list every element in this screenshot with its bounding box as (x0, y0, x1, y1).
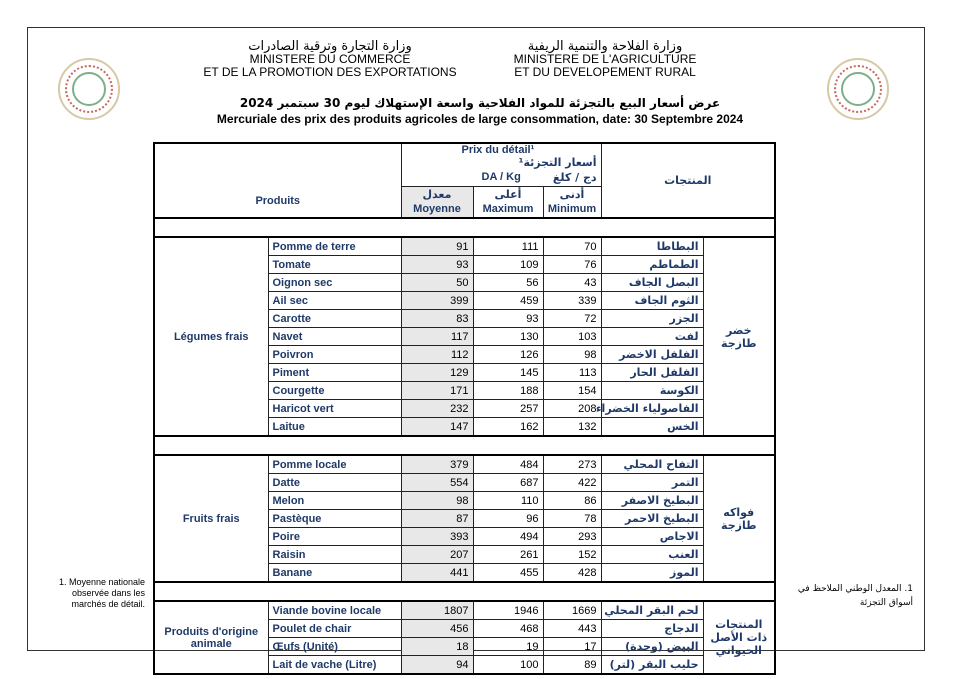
minimum-value: 273 (543, 455, 601, 474)
moyenne-value: 441 (401, 564, 473, 583)
agriculture-ministry-seal-icon (827, 58, 889, 120)
moyenne-fr: Moyenne (413, 203, 461, 215)
maximum-value: 96 (473, 510, 543, 528)
product-name-fr: Laitue (268, 418, 401, 437)
minimum-value: 17 (543, 638, 601, 656)
maximum-value: 484 (473, 455, 543, 474)
product-name-fr: Datte (268, 474, 401, 492)
minimum-value: 76 (543, 256, 601, 274)
minimum-value: 70 (543, 237, 601, 256)
moyenne-value: 94 (401, 656, 473, 675)
minimum-value: 208 (543, 400, 601, 418)
minimum-ar: أدنى (559, 188, 585, 201)
category-separator (154, 218, 775, 237)
product-name-fr: Banane (268, 564, 401, 583)
maximum-value: 109 (473, 256, 543, 274)
product-name-ar: الفاصولياء الخضراء (601, 400, 703, 418)
maximum-ar: أعلى (494, 188, 522, 201)
maximum-value: 93 (473, 310, 543, 328)
table-row (154, 601, 775, 620)
product-name-fr: Courgette (268, 382, 401, 400)
moyenne-value: 129 (401, 364, 473, 382)
moyenne-value: 1807 (401, 601, 473, 620)
product-name-fr: Navet (268, 328, 401, 346)
minimum-value: 43 (543, 274, 601, 292)
minimum-value: 339 (543, 292, 601, 310)
agriculture-ministry-header (495, 40, 715, 79)
moyenne-value: 171 (401, 382, 473, 400)
product-name-fr: Œufs (Unité) (268, 638, 401, 656)
moyenne-value: 379 (401, 455, 473, 474)
produits-ar-header: المنتجات (601, 143, 775, 218)
moyenne-value: 91 (401, 237, 473, 256)
minimum-value: 132 (543, 418, 601, 437)
moyenne-value: 207 (401, 546, 473, 564)
product-name-fr: Poivron (268, 346, 401, 364)
product-name-ar: الجزر (601, 310, 703, 328)
minimum-fr: Minimum (547, 203, 597, 215)
product-name-ar: الفلفل الحار (601, 364, 703, 382)
moyenne-value: 112 (401, 346, 473, 364)
maximum-value: 468 (473, 620, 543, 638)
product-name-ar: الخس (601, 418, 703, 437)
category-label-ar: فواكه طازجة (703, 455, 775, 582)
moyenne-value: 18 (401, 638, 473, 656)
category-label-ar: خضر طازجة (703, 237, 775, 436)
product-name-fr: Pastèque (268, 510, 401, 528)
maximum-value: 130 (473, 328, 543, 346)
minimum-value: 86 (543, 492, 601, 510)
product-name-ar: الطماطم (601, 256, 703, 274)
maximum-value: 126 (473, 346, 543, 364)
product-name-ar: البصل الجاف (601, 274, 703, 292)
category-separator (154, 582, 775, 601)
maximum-value: 110 (473, 492, 543, 510)
minimum-value: 98 (543, 346, 601, 364)
product-name-fr: Poire (268, 528, 401, 546)
separator-cell (154, 436, 775, 455)
product-name-fr: Pomme de terre (268, 237, 401, 256)
product-name-ar: البطيخ الاحمر (601, 510, 703, 528)
minimum-value: 1669 (543, 601, 601, 620)
prix-ar-label: أسعار التجزئة¹ (518, 156, 597, 169)
minimum-value: 89 (543, 656, 601, 675)
minimum-value: 293 (543, 528, 601, 546)
commerce-ministry-header (200, 40, 460, 79)
product-name-ar: البطيخ الاصفر (601, 492, 703, 510)
minimum-value: 422 (543, 474, 601, 492)
maximum-value: 56 (473, 274, 543, 292)
maximum-value: 19 (473, 638, 543, 656)
document-title-ar: عرض أسعار البيع بالتجزئة للمواد الفلاحية واسعة الإستهلاك ليوم 30 سبتمبر 2024 (239, 96, 721, 110)
maximum-value: 162 (473, 418, 543, 437)
minimum-header (543, 187, 601, 219)
footnote-ar: 1. المعدل الوطني الملاحظ في أسواق التجزئة (797, 584, 913, 608)
product-name-fr: Ail sec (268, 292, 401, 310)
unit-fr-label: DA / Kg (481, 171, 521, 183)
product-name-fr: Haricot vert (268, 400, 401, 418)
product-name-ar: التمر (601, 474, 703, 492)
maximum-value: 188 (473, 382, 543, 400)
prix-fr-header (401, 143, 601, 169)
product-name-fr: Viande bovine locale (268, 601, 401, 620)
moyenne-value: 147 (401, 418, 473, 437)
table-row (154, 455, 775, 474)
product-name-ar: البيض (وحدة) (601, 638, 703, 656)
moyenne-header (401, 187, 473, 219)
agriculture-ministry-fr-1: MINISTERE DE L'AGRICULTURE (513, 52, 697, 66)
moyenne-value: 393 (401, 528, 473, 546)
unit-ar-label: دج / كلغ (552, 171, 597, 184)
prix-fr-label: Prix du détail¹ (461, 144, 535, 156)
produits-fr-header: Produits (154, 143, 401, 218)
category-label-ar: المنتجات ذات الأصل الحيواني (703, 601, 775, 674)
maximum-header (473, 187, 543, 219)
commerce-ministry-fr-2: ET DE LA PROMOTION DES EXPORTATIONS (203, 65, 457, 79)
commerce-ministry-seal-icon (58, 58, 120, 120)
maximum-value: 100 (473, 656, 543, 675)
maximum-value: 455 (473, 564, 543, 583)
moyenne-ar: معدل (422, 188, 452, 201)
category-separator (154, 436, 775, 455)
moyenne-value: 83 (401, 310, 473, 328)
product-name-fr: Tomate (268, 256, 401, 274)
table-row (154, 237, 775, 256)
product-name-ar: الفلفل الاخضر (601, 346, 703, 364)
maximum-value: 111 (473, 237, 543, 256)
product-name-fr: Oignon sec (268, 274, 401, 292)
minimum-value: 103 (543, 328, 601, 346)
document-title-fr: Mercuriale des prix des produits agricoles de large consommation, date: 30 Septembre 2024 (216, 112, 744, 126)
product-name-fr: Poulet de chair (268, 620, 401, 638)
moyenne-value: 93 (401, 256, 473, 274)
maximum-value: 145 (473, 364, 543, 382)
minimum-value: 78 (543, 510, 601, 528)
moyenne-value: 232 (401, 400, 473, 418)
maximum-value: 1946 (473, 601, 543, 620)
minimum-value: 152 (543, 546, 601, 564)
moyenne-value: 98 (401, 492, 473, 510)
product-name-ar: الكوسة (601, 382, 703, 400)
footnote-fr: 1. Moyenne nationale observée dans les marchés de détail. (58, 577, 145, 609)
product-name-ar: حليب البقر (لتر) (601, 656, 703, 675)
agriculture-ministry-fr-2: ET DU DEVELOPEMENT RURAL (514, 65, 696, 79)
agriculture-ministry-ar: وزارة الفلاحة والتنمية الريفية (527, 39, 683, 54)
product-name-ar: الثوم الجاف (601, 292, 703, 310)
maximum-value: 257 (473, 400, 543, 418)
category-label-fr: Produits d'origine animale (154, 601, 268, 674)
minimum-value: 72 (543, 310, 601, 328)
product-name-fr: Piment (268, 364, 401, 382)
moyenne-value: 554 (401, 474, 473, 492)
minimum-value: 443 (543, 620, 601, 638)
commerce-ministry-ar: وزارة التجارة وترقية الصادرات (248, 39, 412, 54)
product-name-fr: Melon (268, 492, 401, 510)
moyenne-value: 456 (401, 620, 473, 638)
unit-row (401, 169, 601, 187)
maximum-value: 261 (473, 546, 543, 564)
product-name-ar: الدجاج (601, 620, 703, 638)
commerce-ministry-fr-1: MINISTERE DU COMMERCE (249, 52, 411, 66)
moyenne-value: 117 (401, 328, 473, 346)
minimum-value: 154 (543, 382, 601, 400)
minimum-value: 113 (543, 364, 601, 382)
product-name-ar: البطاطا (601, 237, 703, 256)
product-name-ar: التفاح المحلي (601, 455, 703, 474)
product-name-ar: لفت (601, 328, 703, 346)
product-name-fr: Pomme locale (268, 455, 401, 474)
separator-cell (154, 582, 775, 601)
maximum-fr: Maximum (482, 203, 534, 215)
category-label-fr: Fruits frais (154, 455, 268, 582)
product-name-ar: الموز (601, 564, 703, 583)
minimum-value: 428 (543, 564, 601, 583)
maximum-value: 687 (473, 474, 543, 492)
product-name-ar: لحم البقر المحلي (601, 601, 703, 620)
product-name-fr: Carotte (268, 310, 401, 328)
separator-cell (154, 218, 775, 237)
product-name-fr: Raisin (268, 546, 401, 564)
maximum-value: 494 (473, 528, 543, 546)
product-name-ar: الاجاص (601, 528, 703, 546)
product-name-fr: Lait de vache (Litre) (268, 656, 401, 675)
maximum-value: 459 (473, 292, 543, 310)
moyenne-value: 87 (401, 510, 473, 528)
product-name-ar: العنب (601, 546, 703, 564)
moyenne-value: 399 (401, 292, 473, 310)
moyenne-value: 50 (401, 274, 473, 292)
category-label-fr: Légumes frais (154, 237, 268, 436)
price-table (153, 142, 776, 675)
